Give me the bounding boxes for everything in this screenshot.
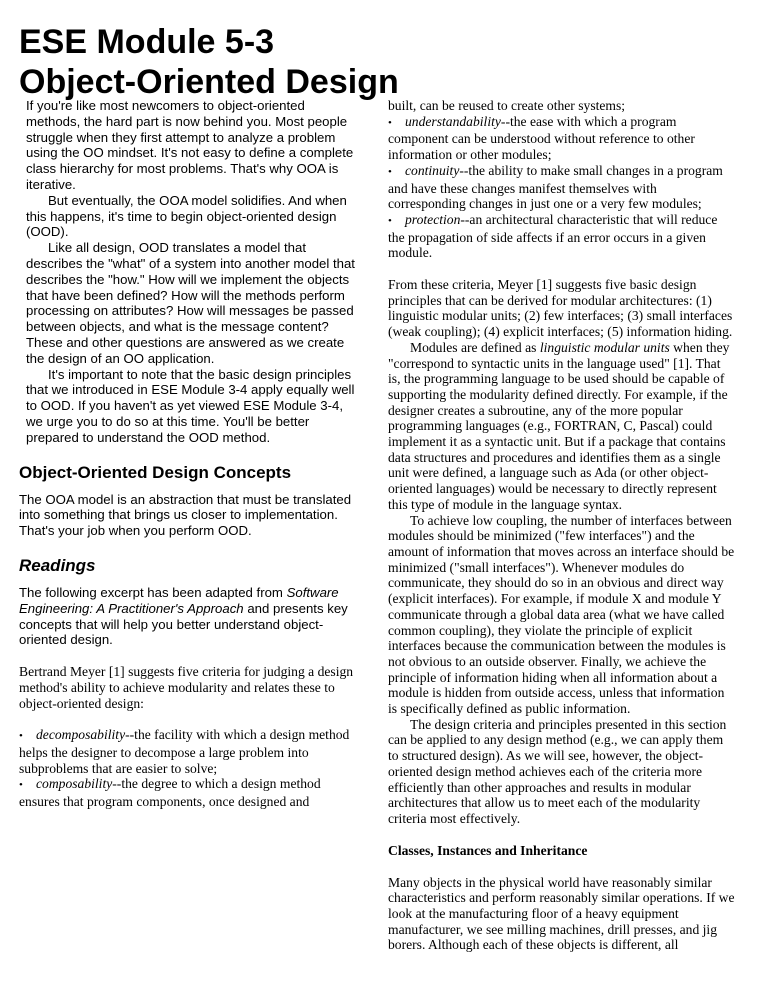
coupling-paragraph: To achieve low coupling, the number of interfaces between modules should be minimized ("few interfaces") and the amount of information that moves across an interface should be minimized ("small interfaces"). Whenever modules do communicate, they should do so in an obvious and direct way (explicit interfaces). For example, if module X and module Y communicate through a global data area (what we have called common coupling), they violate the principle of explicit interfaces because the communication between the modules is not obvious to an outside observer. Finally, we achieve the principle of information hiding when all information about a module is hidden from outside access, unless that information is specifically defined as public information. [388,512,735,717]
bullet-composability: • composability--the degree to which a design method ensures that program components, once designed and [19,776,321,810]
intro-paragraph-1: If you're like most newcomers to object-oriented methods, the hard part is now behind you. Most people struggle when they first attempt to analyze a problem using the OO mindset. It's not easy to define a complete class hierarchy for most problems. That's why OOA is iterative. [26,98,354,192]
heading-classes-instances: Classes, Instances and Inheritance [388,842,588,858]
title-line-1: ESE Module 5-3 [19,23,275,61]
bullet-continuity: • continuity--the ability to make small changes in a program and have these changes manifest themselves with corresponding changes in just one or a very few modules; [388,162,723,212]
right-column [388,98,736,953]
heading-readings: Readings [19,555,96,575]
principles-paragraph: From these criteria, Meyer [1] suggests five basic design principles that can be derived for modular architectures: (1) linguistic modular units; (2) few interfaces; (3) small interfaces (weak coupling); (4) explicit interfaces; (5) information hiding. [388,277,733,340]
title-line-2: Object-Oriented Design [19,63,399,101]
bullet-understandability: • understandability--the ease with which a program component can be understood without reference to other information or other modules; [388,113,695,163]
book-title: Software Engineering: A Practitioner's Approach [19,584,339,616]
concepts-paragraph: The OOA model is an abstraction that must be translated into something that brings us closer to implementation. That's your job when you perform OOD. [19,491,352,539]
intro-paragraph-4: It's important to note that the basic design principles that we introduced in ESE Module 3-4 apply equally well to OOD. If you haven't as yet viewed ESE Module 3-4, we urge you to do so at this time. You'll be better prepared to understand the OOD method. [26,366,355,445]
modules-paragraph: Modules are defined as linguistic modular units when they "correspond to syntactic units in the language used" [1]. That is, the programming language to be used should be capable of supporting the modularity defined directly. For example, if the designer creates a subroutine, any of the more popular programming languages (e.g., FORTRAN, C, Pascal) could implement it as a syntactic unit. But if a package that contains data structures and procedures and identifies them as a single unit were defined, a language such as Ada (or other object-oriented languages) would be necessary to directly represent this type of module in the language syntax. [388,339,730,512]
intro-paragraph-2: But eventually, the OOA model solidifies. And when this happens, it's time to begin object-oriented design (OOD). [26,192,347,240]
classes-paragraph: Many objects in the physical world have reasonably similar characteristics and perform reasonably similar operations. If we look at the manufacturing floor of a heavy equipment manufacturer, we see milling machines, drill presses, and jig borers. Although each of these objects is different, all [388,874,735,953]
intro-paragraph-3: Like all design, OOD translates a model that describes the "what" of a system into another model that describes the "how." How will we implement the objects that have been defined? How will the methods perform processing on attributes? How will messages be passed between objects, and what is the message content? These and other questions are answered as we create the design of an OO application. [26,240,355,366]
left-column [19,98,361,810]
readings-paragraph: The following excerpt has been adapted from Software Engineering: A Practitioner's Approach and presents key concepts that will help you better understand object-oriented design. [19,584,348,648]
meyer-criteria-paragraph: Bertrand Meyer [1] suggests five criteria for judging a design method's ability to achieve modularity and relates these to object-oriented design: [19,664,354,711]
bullet-protection: • protection--an architectural characteristic that will reduce the propagation of side affects if an error occurs in a given module. [388,211,718,261]
criteria-paragraph: The design criteria and principles presented in this section can be applied to any design method (e.g., we can apply them to structured design). As we will see, however, the object-oriented design method achieves each of the criteria more efficiently than other approaches and results in modular architectures that allow us to meet each of the modularity criteria most effectively. [388,716,727,826]
page-title [19,22,739,102]
bullet-decomposability: • decomposability--the facility with which a design method helps the designer to decompose a large problem into subproblems that are easier to solve; [19,727,350,776]
continued-text: built, can be reused to create other systems; [388,98,626,113]
heading-design-concepts: Object-Oriented Design Concepts [19,462,292,482]
